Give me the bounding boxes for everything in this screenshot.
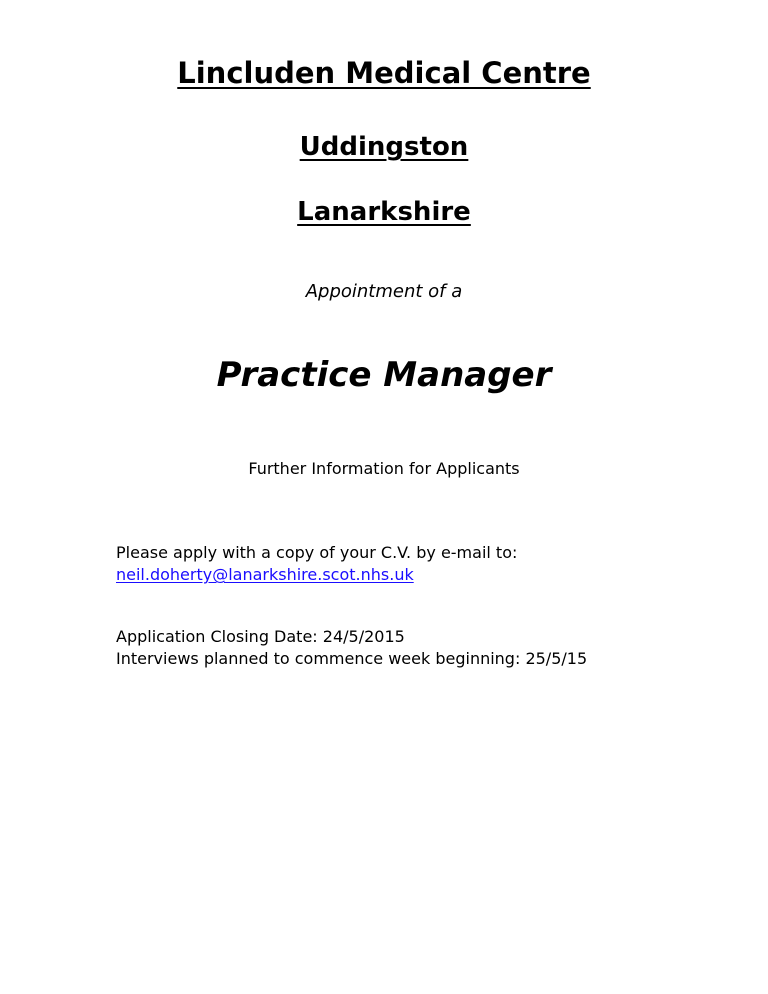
dates-section [116,626,587,670]
appointment-intro: Appointment of a [305,281,463,302]
interview-date: Interviews planned to commence week beginning: 25/5/15 [116,649,588,668]
role-title: Practice Manager [216,355,552,395]
town-heading: Uddingston [299,132,469,162]
apply-section [116,542,517,586]
further-info-heading: Further Information for Applicants [248,459,520,478]
county-heading: Lanarkshire [297,197,471,227]
organisation-title: Lincluden Medical Centre [177,56,591,90]
apply-instruction: Please apply with a copy of your C.V. by e-mail to: [116,543,518,562]
contact-email-link[interactable]: neil.doherty@lanarkshire.scot.nhs.uk [116,565,414,584]
closing-date: Application Closing Date: 24/5/2015 [116,627,405,646]
